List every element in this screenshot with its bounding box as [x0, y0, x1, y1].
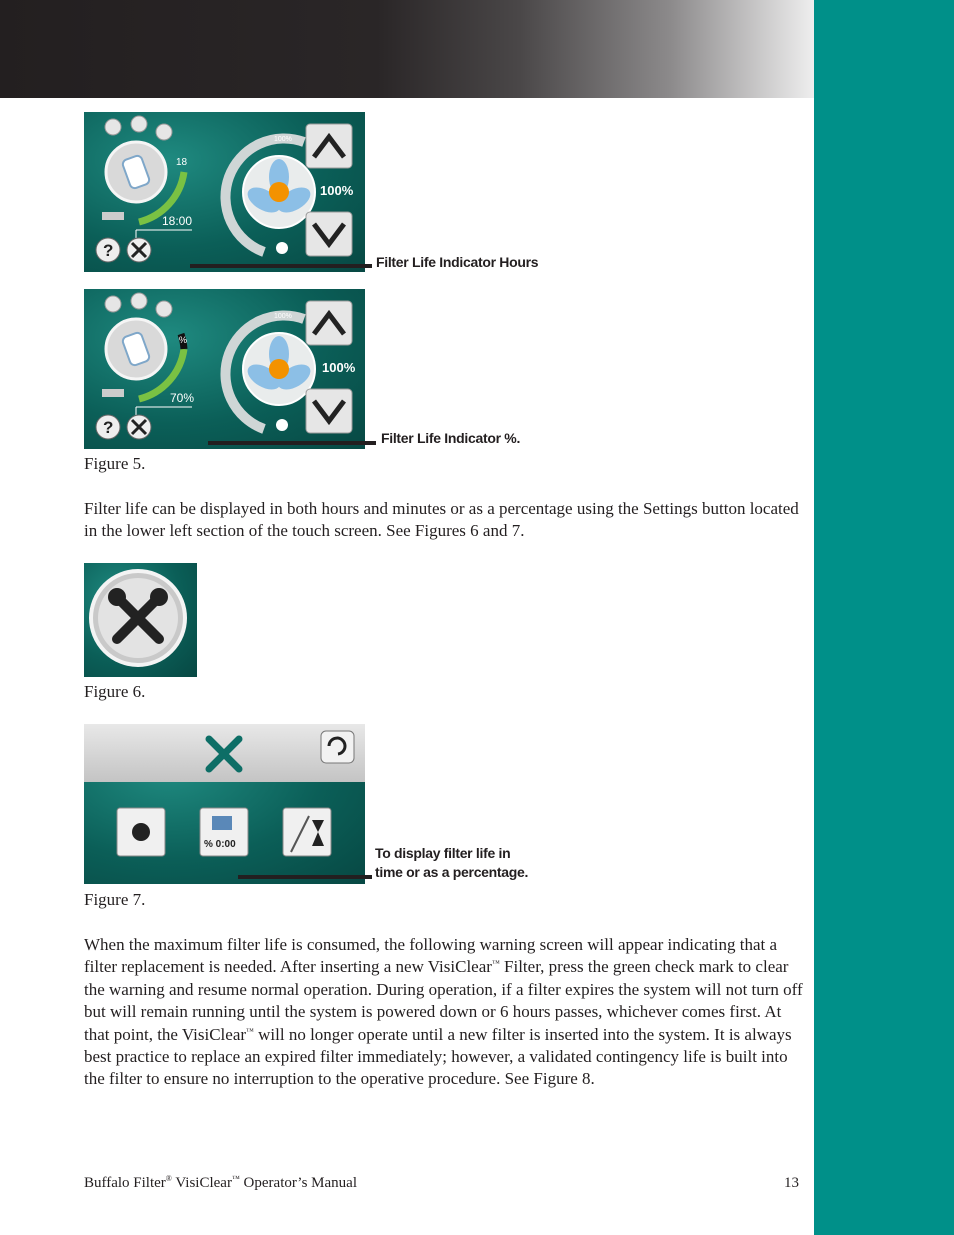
figure6-label: Figure 6. [84, 682, 146, 701]
paragraph-warning [84, 934, 804, 1091]
figure7-label: Figure 7. [84, 890, 146, 909]
callout-line-percent [208, 441, 376, 445]
page-number: 13 [784, 1175, 799, 1191]
paragraph-settings: Filter life can be displayed in both hours and minutes or as a percentage using the Settings button located in the lower left section of the touch screen. See Figures 6 and 7. [84, 499, 799, 541]
brush-small-icon [131, 293, 147, 309]
filter-life-value: 70% [170, 391, 195, 405]
reg-mark: ® [165, 1174, 172, 1183]
plug-icon [102, 212, 124, 220]
footer-rest: Operator’s Manual [239, 1175, 357, 1191]
scale-top-label: 100% [274, 136, 292, 143]
filter-unit-label: 18 [176, 157, 188, 168]
settings-small-icon [105, 119, 121, 135]
back-button[interactable] [321, 731, 354, 763]
caption-percent: Filter Life Indicator %. [381, 430, 521, 446]
svg-text:?: ? [103, 418, 114, 437]
figure6-settings-button [84, 563, 197, 677]
footer-product: VisiClear [171, 1175, 232, 1191]
tm-mark: ™ [246, 1025, 254, 1035]
figure5-screen-percent [84, 289, 365, 449]
scale-top-label: 100% [274, 313, 292, 320]
brush-small-icon [131, 116, 147, 132]
footer-brand: Buffalo Filter [84, 1175, 166, 1191]
power-icon [269, 359, 289, 379]
figure5-screen-hours [84, 112, 365, 272]
fan-down-button[interactable] [306, 212, 352, 256]
caption-display-line2: time or as a percentage. [375, 864, 529, 880]
callout-line-hours [190, 264, 372, 268]
figure7-settings-screen [84, 724, 365, 884]
callout-line-display [238, 875, 372, 879]
plug-icon [102, 389, 124, 397]
side-tab [814, 0, 954, 1235]
footer-title [84, 1175, 357, 1192]
wrench-small-icon [156, 124, 172, 140]
fan-up-button[interactable] [306, 301, 352, 345]
paragraph-warning-part1: When the maximum filter life is consumed, the following warning screen will appear indicating that a filter replacement is needed. After inserting a new VisiClear [84, 935, 778, 977]
filter-plug-icon [212, 816, 232, 830]
svg-text:?: ? [103, 241, 114, 260]
tm-mark: ™ [491, 958, 500, 968]
caption-display-line1: To display filter life in [375, 845, 511, 861]
timer-button[interactable] [283, 808, 331, 856]
settings-small-icon [105, 296, 121, 312]
power-icon [269, 182, 289, 202]
fan-speed-icon [276, 419, 288, 431]
filter-life-value: 18:00 [162, 214, 193, 228]
sun-icon [132, 823, 150, 841]
wrench-small-icon [156, 301, 172, 317]
caption-hours: Filter Life Indicator Hours [376, 254, 539, 270]
header-bar [0, 0, 838, 98]
display-mode-labels: % 0:00 [204, 839, 236, 850]
fan-percent: 100% [322, 360, 356, 375]
tm-mark: ™ [231, 1174, 240, 1183]
fan-speed-icon [276, 242, 288, 254]
tools-header-icon [209, 739, 239, 769]
fan-down-button[interactable] [306, 389, 352, 433]
figure5-label: Figure 5. [84, 454, 146, 473]
fan-up-button[interactable] [306, 124, 352, 168]
filter-unit-label: % [179, 335, 188, 345]
paragraph-warning-part3: will no longer operate until a new filter is inserted into the system. It is always best practice to replace an expired filter immediately; however, a validated contingency life is built into the filter to ensure no interruption to the operative procedure. See Figure 8. [84, 1024, 792, 1089]
fan-percent: 100% [320, 183, 354, 198]
paragraph-warning-part2: Filter, press the green check mark to clear the warning and resume normal operation. During operation, if a filter expires the system will not turn off but will remain running until the system is powered down or 6 hours passes, whichever comes first. At that point, the VisiClear [84, 957, 803, 1044]
